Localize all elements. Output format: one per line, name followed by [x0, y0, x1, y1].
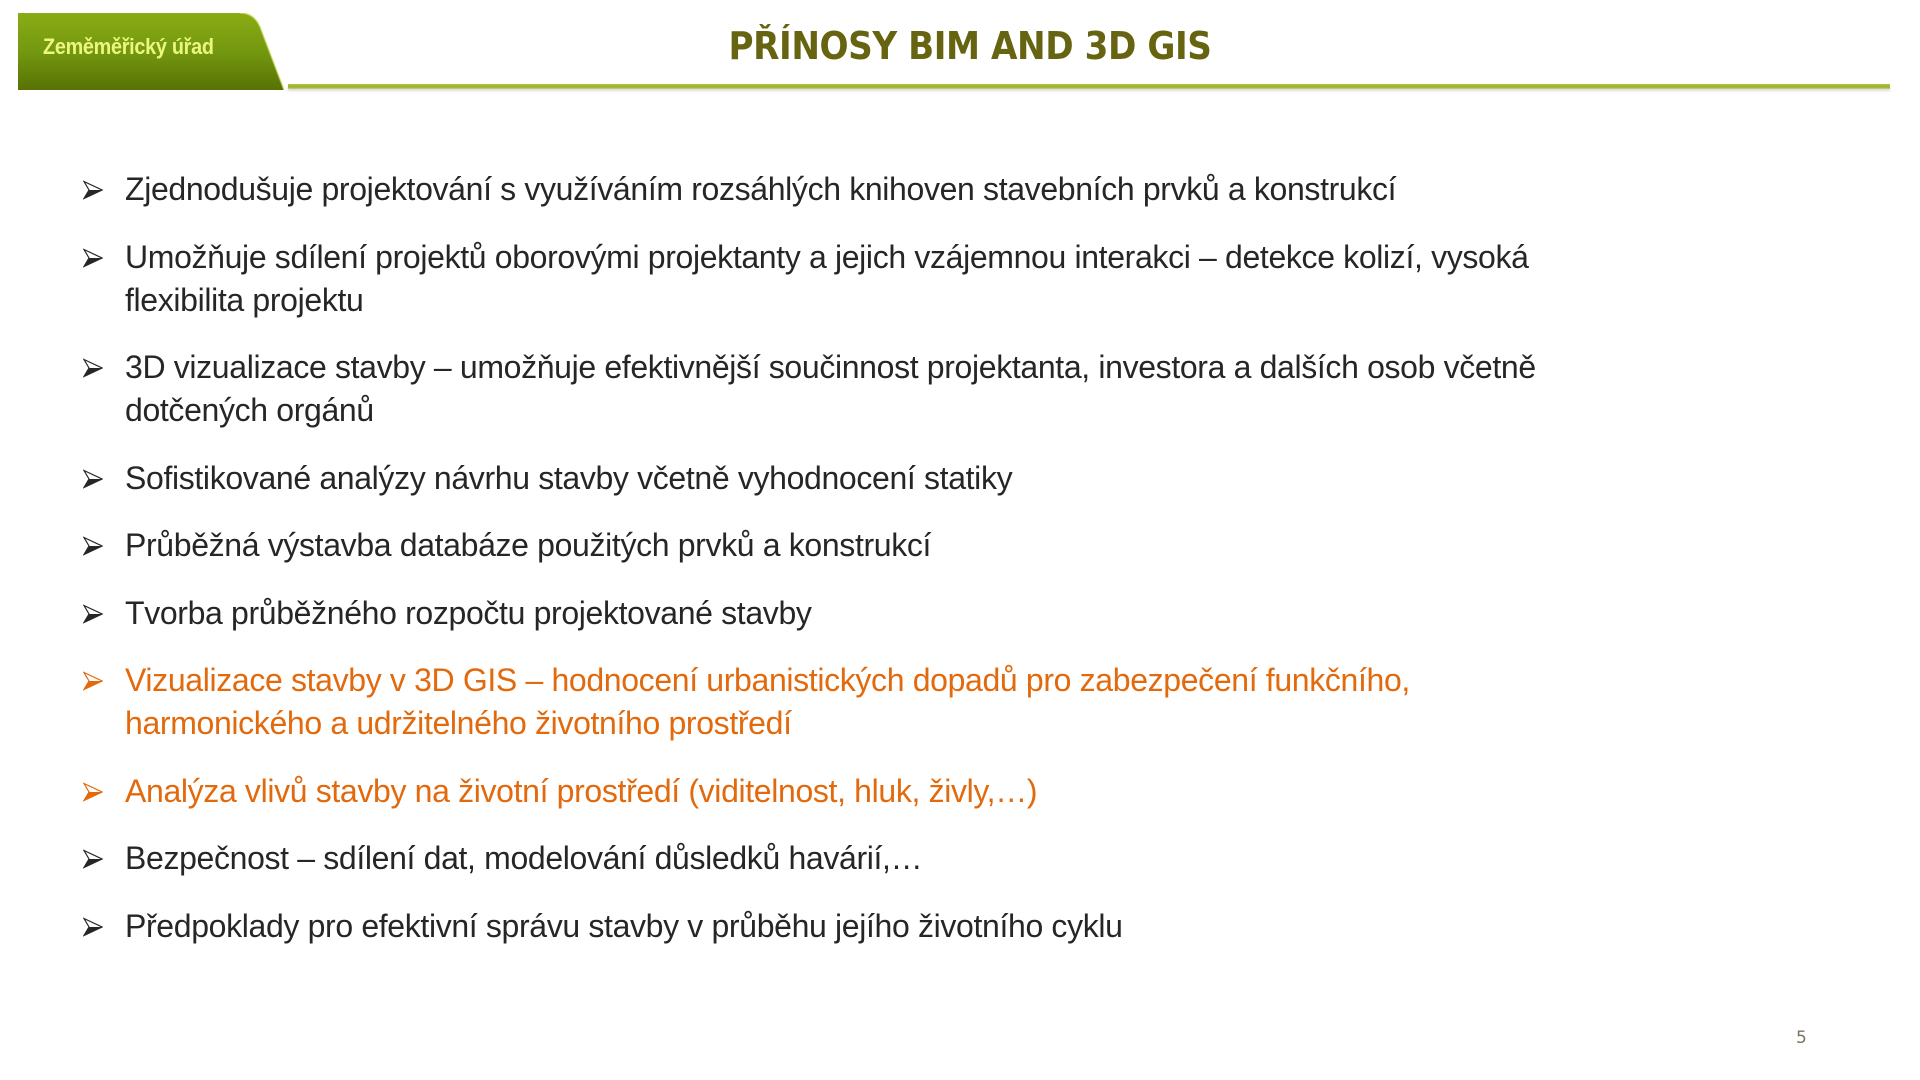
header-divider	[288, 84, 1890, 89]
bullet-item-3	[83, 346, 1803, 432]
bullet-text: Bezpečnost – sdílení dat, modelování důsledků havárií,…	[125, 840, 923, 876]
bullet-text: Sofistikované analýzy návrhu stavby včetně vyhodnocení statiky	[125, 459, 1013, 496]
arrowhead-bullet-icon	[83, 358, 103, 378]
bullet-item-5	[83, 524, 1803, 567]
slide-title: PŘÍNOSY BIM AND 3D GIS	[728, 24, 1212, 68]
bullet-list	[83, 168, 1803, 972]
page-number: 5	[1796, 1028, 1807, 1048]
arrowhead-bullet-icon	[83, 536, 103, 556]
arrowhead-bullet-icon	[83, 849, 103, 869]
bullet-item-6	[83, 592, 1803, 635]
bullet-text: Tvorba průběžného rozpočtu projektované stavby	[125, 594, 812, 631]
bullet-text: Průběžná výstavba databáze použitých prvků a konstrukcí	[125, 527, 932, 563]
arrowhead-bullet-icon	[83, 180, 103, 200]
bullet-item-10	[83, 905, 1803, 948]
arrowhead-bullet-icon	[83, 671, 103, 691]
bullet-text: Předpoklady pro efektivní správu stavby v průběhu jejího životního cyklu	[125, 907, 1123, 944]
bullet-text: Umožňuje sdílení projektů oborovými projektanty a jejich vzájemnou interakci – detekce kolizí, vysoká	[125, 238, 1529, 275]
bullet-text: Analýza vlivů stavby na životní prostředí (viditelnost, hluk, živly,…)	[125, 772, 1038, 809]
bullet-text: 3D vizualizace stavby – umožňuje efektivnější součinnost projektanta, investora a dalších osob včetně	[125, 349, 1536, 385]
arrowhead-bullet-icon	[83, 782, 103, 802]
bullet-text: Vizualizace stavby v 3D GIS – hodnocení urbanistických dopadů pro zabezpečení funkčního,	[125, 662, 1410, 698]
arrowhead-bullet-icon	[83, 248, 103, 268]
bullet-text-continuation: harmonického a udržitelného životního prostředí	[125, 705, 792, 741]
bullet-item-7	[83, 659, 1803, 745]
arrowhead-bullet-icon	[83, 917, 103, 937]
bullet-item-4	[83, 457, 1803, 500]
arrowhead-bullet-icon	[83, 469, 103, 489]
logo-text: Zeměměřický úřad	[43, 34, 214, 59]
bullet-item-8	[83, 770, 1803, 813]
arrowhead-bullet-icon	[83, 604, 103, 624]
bullet-item-1	[83, 168, 1803, 211]
bullet-item-9	[83, 837, 1803, 880]
bullet-item-2	[83, 236, 1803, 322]
bullet-text-continuation: flexibilita projektu	[125, 281, 364, 318]
bullet-text-continuation: dotčených orgánů	[125, 392, 374, 428]
bullet-text: Zjednodušuje projektování s využíváním rozsáhlých knihoven stavebních prvků a konstrukcí	[125, 171, 1397, 207]
